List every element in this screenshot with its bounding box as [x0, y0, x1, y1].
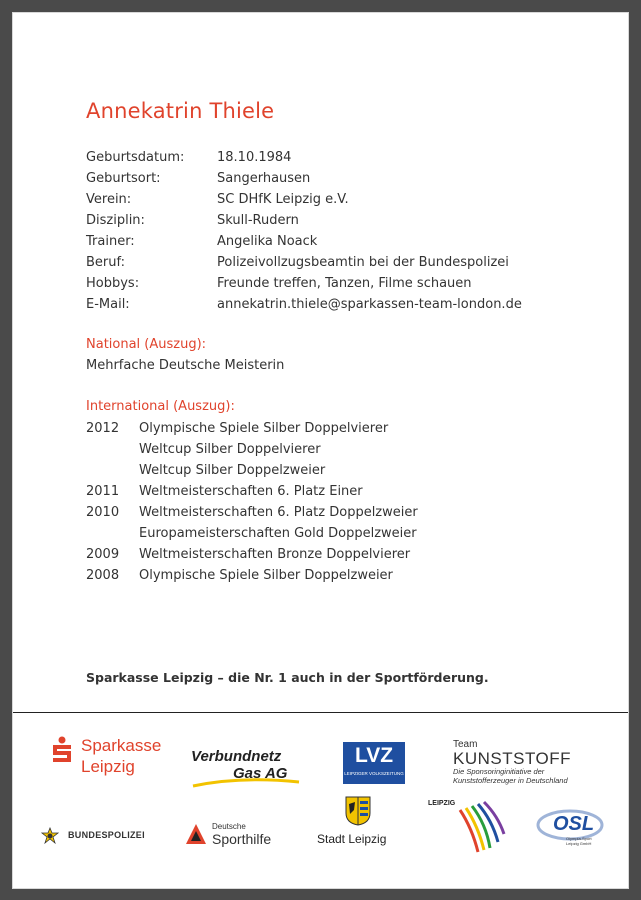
osl-abbr: OSL — [553, 813, 595, 835]
result-text: Weltmeisterschaften Bronze Doppelvierer — [139, 547, 411, 562]
profile-row — [86, 252, 522, 273]
profile-row — [86, 147, 522, 168]
result-text: Weltmeisterschaften 6. Platz Einer — [139, 484, 363, 499]
lvz-subtitle: LEIPZIGER VOLKSZEITUNG — [344, 771, 404, 776]
profile-label: Hobbys: — [86, 276, 140, 291]
osl-sub-2: Leipzig GmbH — [566, 841, 592, 846]
profile-row — [86, 273, 522, 294]
profile-row — [86, 294, 522, 315]
leipzig-name: LEIPZIG — [428, 800, 456, 807]
verbundnetz-gas: Gas AG — [233, 765, 288, 782]
result-row — [86, 418, 418, 439]
profile-label: E-Mail: — [86, 297, 130, 312]
profile-list — [86, 147, 522, 315]
eagle-star-icon — [41, 827, 59, 845]
verbundnetz-name: Verbundnetz — [191, 748, 282, 765]
lvz-logo — [343, 742, 405, 784]
result-row — [86, 439, 418, 460]
profile-value: Sangerhausen — [217, 171, 311, 186]
sponsor-slogan: Sparkasse Leipzig – die Nr. 1 auch in der Sportförderung. — [86, 670, 489, 685]
result-row — [86, 460, 418, 481]
sparkasse-s-icon — [51, 736, 73, 764]
kunststoff-name: KUNSTSTOFF — [453, 749, 572, 768]
kunststoff-tagline-1: Die Sponsoringinitiative der — [453, 767, 545, 776]
sporthilfe-deutsche: Deutsche — [212, 822, 246, 831]
international-results — [86, 418, 418, 586]
verbundnetz-logo — [191, 748, 306, 788]
result-year: 2012 — [86, 421, 120, 436]
result-text: Olympische Spiele Silber Doppelvierer — [139, 421, 389, 436]
result-year: 2009 — [86, 547, 120, 562]
profile-row — [86, 168, 522, 189]
result-year: 2011 — [86, 484, 120, 499]
result-row — [86, 544, 418, 565]
profile-label: Beruf: — [86, 255, 125, 270]
sparkasse-city: Leipzig — [81, 757, 135, 776]
result-text: Weltmeisterschaften 6. Platz Doppelzweier — [139, 505, 418, 520]
osl-sub-1: Olympia-Sport — [566, 836, 592, 841]
result-text: Weltcup Silber Doppelvierer — [139, 442, 321, 457]
result-row — [86, 523, 418, 544]
result-row — [86, 481, 418, 502]
stadt-leipzig-name: Stadt Leipzig — [317, 832, 387, 846]
email-link[interactable]: annekatrin.thiele@sparkassen-team-london.de — [217, 297, 522, 312]
profile-label: Disziplin: — [86, 213, 145, 228]
sparkasse-logo — [51, 736, 171, 786]
result-text: Olympische Spiele Silber Doppelzweier — [139, 568, 393, 583]
leipzig-logo — [426, 798, 506, 853]
leipzig-waves-icon — [456, 798, 506, 853]
osl-logo — [536, 809, 606, 849]
profile-value: Polizeivollzugsbeamtin bei der Bundespolizei — [217, 255, 509, 270]
profile-value: Freunde treffen, Tanzen, Filme schauen — [217, 276, 472, 291]
bundespolizei-name: BUNDESPOLIZEI — [68, 830, 145, 840]
sparkasse-name: Sparkasse — [81, 736, 162, 755]
sporthilfe-logo — [185, 821, 295, 851]
profile-row — [86, 231, 522, 252]
swoosh-icon — [191, 778, 301, 788]
national-text: Mehrfache Deutsche Meisterin — [86, 358, 285, 373]
national-title: National (Auszug): — [86, 337, 207, 352]
profile-label: Geburtsort: — [86, 171, 161, 186]
profile-label: Geburtsdatum: — [86, 150, 185, 165]
profile-row — [86, 210, 522, 231]
result-year: 2010 — [86, 505, 120, 520]
profile-label: Verein: — [86, 192, 132, 207]
profile-label: Trainer: — [86, 234, 135, 249]
profile-value: Skull-Rudern — [217, 213, 299, 228]
lvz-abbr: LVZ — [354, 744, 394, 767]
coat-of-arms-icon — [345, 796, 371, 826]
sporthilfe-icon — [185, 823, 207, 845]
profile-value: Angelika Noack — [217, 234, 318, 249]
result-year: 2008 — [86, 568, 120, 583]
osl-subtitle — [566, 836, 592, 846]
lvz-box — [343, 742, 405, 784]
kunststoff-team: Team — [453, 739, 478, 750]
profile-value: 18.10.1984 — [217, 150, 292, 165]
profile-row — [86, 189, 522, 210]
international-title: International (Auszug): — [86, 399, 235, 414]
athlete-card — [12, 12, 629, 889]
result-row — [86, 502, 418, 523]
athlete-name: Annekatrin Thiele — [86, 99, 275, 123]
divider — [13, 712, 628, 713]
stadt-leipzig-logo — [316, 796, 406, 851]
profile-value: SC DHfK Leipzig e.V. — [217, 192, 349, 207]
kunststoff-logo — [453, 739, 613, 787]
result-text: Europameisterschaften Gold Doppelzweier — [139, 526, 417, 541]
result-text: Weltcup Silber Doppelzweier — [139, 463, 326, 478]
sporthilfe-name: Sporthilfe — [212, 831, 272, 847]
result-row — [86, 565, 418, 586]
kunststoff-tagline-2: Kunststofferzeuger in Deutschland — [453, 776, 568, 785]
bundespolizei-logo — [41, 826, 161, 846]
